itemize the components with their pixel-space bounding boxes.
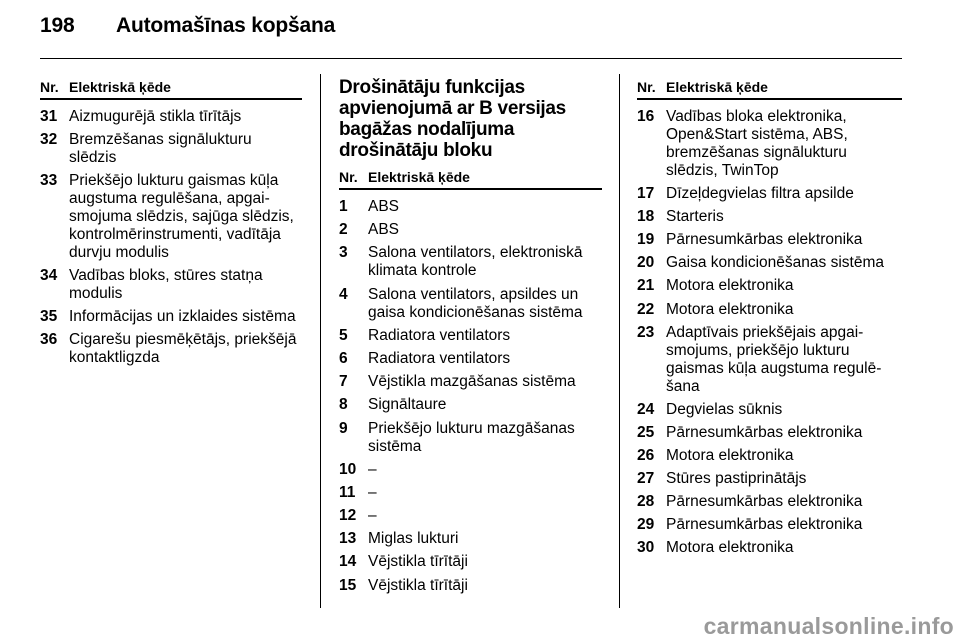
fuse-circuit: Stūres pastiprinātājs [666,470,807,488]
table-row [40,108,302,126]
fuse-circuit: Degvielas sūknis [666,400,783,418]
table-row [339,286,602,322]
fuse-number: 30 [637,539,655,557]
table-row [339,350,602,368]
section-title: Drošinātāju funkcijas apvienojumā ar B versijas bagāžas nodalījuma drošinātāju bloku [339,77,566,161]
fuse-circuit: – [368,460,377,478]
fuse-circuit: Vējstikla tīrītāji [368,576,468,594]
table-header [637,78,902,100]
fuse-number: 21 [637,277,655,295]
table-header-nr: Nr. [40,79,59,95]
table-row [637,493,902,511]
table-row [339,530,602,548]
table-header-circuit: Elektriskā ķēde [666,79,768,95]
fuse-number: 2 [339,221,348,239]
table-row [339,420,602,456]
fuse-circuit: Adaptīvais priekšējais apgai-smojums, priekšējo lukturu gaismas kūļa augstuma regulē-šana [666,323,882,395]
fuse-circuit: Cigarešu piesmēķētājs, priekšējā kontaktligzda [69,331,297,366]
table-row [637,208,902,226]
table-row [339,198,602,216]
fuse-circuit: Pārnesumkārbas elektronika [666,231,863,249]
table-row [637,277,902,295]
table-row [339,553,602,571]
fuse-number: 29 [637,516,655,534]
fuse-number: 25 [637,423,655,441]
column-divider [320,74,321,608]
table-row [339,221,602,239]
page-header [40,14,335,38]
fuse-number: 13 [339,530,357,548]
table-row [40,172,302,262]
table-row [40,331,302,367]
fuse-number: 18 [637,208,655,226]
fuse-circuit: Starteris [666,208,724,226]
fuse-circuit: Salona ventilators, apsildes un gaisa kondicionēšanas sistēma [368,285,583,321]
fuse-number: 6 [339,349,348,367]
table-row [637,447,902,465]
fuse-number: 9 [339,419,348,437]
fuse-number: 3 [339,244,348,262]
fuse-column-3 [637,78,902,562]
table-row [637,424,902,442]
fuse-circuit: Radiatora ventilators [368,349,511,367]
fuse-circuit: Radiatora ventilators [368,326,511,344]
table-header-circuit: Elektriskā ķēde [69,79,171,95]
table-row [339,373,602,391]
table-row [637,185,902,203]
table-row [637,539,902,557]
table-row [40,131,302,167]
table-row [339,484,602,502]
table-row [637,324,902,396]
fuse-number: 24 [637,400,655,418]
fuse-number: 5 [339,326,348,344]
fuse-number: 11 [339,483,356,501]
fuse-number: 1 [339,198,348,215]
fuse-number: 36 [40,331,58,348]
fuse-circuit: Informācijas un izklaides sistēma [69,308,296,325]
fuse-number: 28 [637,493,655,511]
fuse-circuit: – [368,507,377,525]
column-divider [619,74,620,608]
table-row [637,231,902,249]
table-row [637,254,902,272]
fuse-number: 26 [637,446,655,464]
fuse-circuit: Motora elektronika [666,300,794,318]
fuse-number: 35 [40,308,58,325]
fuse-number: 10 [339,460,357,478]
table-row [637,301,902,319]
fuse-number: 20 [637,254,655,272]
table-row [339,327,602,345]
fuse-number: 17 [637,185,655,203]
fuse-number: 23 [637,323,655,341]
table-row [339,396,602,414]
table-row [339,577,602,595]
fuse-circuit: Priekšējo lukturu mazgāšanas sistēma [368,419,575,455]
fuse-column-1 [40,78,302,372]
fuse-number: 14 [339,553,357,571]
table-row [40,308,302,326]
fuse-circuit: Vējstikla tīrītāji [368,553,468,571]
fuse-number: 12 [339,507,357,525]
fuse-circuit: Gaisa kondicionēšanas sistēma [666,254,884,272]
fuse-number: 7 [339,373,348,391]
fuse-number: 8 [339,396,348,414]
fuse-number: 32 [40,131,58,148]
fuse-circuit: Salona ventilators, elektroniskā klimata kontrole [368,244,583,280]
fuse-number: 22 [637,300,655,318]
table-row [637,470,902,488]
fuse-circuit: – [368,483,377,501]
fuse-number: 19 [637,231,655,249]
fuse-circuit: Motora elektronika [666,446,794,464]
fuse-circuit: Vadības bloka elektronika, Open&Start sistēma, ABS, bremzēšanas signālukturu slēdzis, TwinTop [666,108,848,179]
fuse-circuit: ABS [368,221,400,239]
table-row [339,461,602,479]
fuse-number: 34 [40,267,58,284]
fuse-circuit: Motora elektronika [666,277,794,295]
watermark: carmanualsonline.info [703,613,954,639]
fuse-circuit: Motora elektronika [666,539,794,557]
table-row [339,244,602,280]
table-header [40,78,302,100]
fuse-column-2 [339,78,602,600]
fuse-circuit: ABS [368,198,400,215]
fuse-number: 31 [40,108,58,125]
fuse-circuit: Priekšējo lukturu gaismas kūļa augstuma regulēšana, apgai-smojuma slēdzis, sajūga slēdzis, kontrolmērinstrumenti, vadītāja durvju modulis [69,172,294,261]
fuse-number: 33 [40,172,58,189]
table-row [339,507,602,525]
fuse-circuit: Vadības bloks, stūres statņa modulis [69,267,263,302]
table-header [339,168,602,190]
table-row [40,267,302,303]
page-number: 198 [40,14,75,37]
fuse-circuit: Pārnesumkārbas elektronika [666,423,863,441]
table-header-nr: Nr. [339,169,358,185]
fuse-number: 16 [637,108,655,125]
fuse-number: 15 [339,576,357,594]
fuse-circuit: Pārnesumkārbas elektronika [666,516,863,534]
table-header-circuit: Elektriskā ķēde [368,169,470,185]
table-header-nr: Nr. [637,79,656,95]
fuse-circuit: Dīzeļdegvielas filtra apsilde [666,185,854,203]
fuse-number: 4 [339,285,348,303]
fuse-circuit: Bremzēšanas signālukturu slēdzis [69,131,252,166]
header-rule [40,58,902,59]
table-row [637,401,902,419]
fuse-circuit: Miglas lukturi [368,530,459,548]
fuse-circuit: Vējstikla mazgāšanas sistēma [368,373,576,391]
fuse-circuit: Pārnesumkārbas elektronika [666,493,863,511]
fuse-circuit: Aizmugurējā stikla tīrītājs [69,108,242,125]
table-row [637,108,902,180]
table-row [637,516,902,534]
page-title: Automašīnas kopšana [116,14,336,37]
fuse-number: 27 [637,470,655,488]
fuse-circuit: Signāltaure [368,396,447,414]
